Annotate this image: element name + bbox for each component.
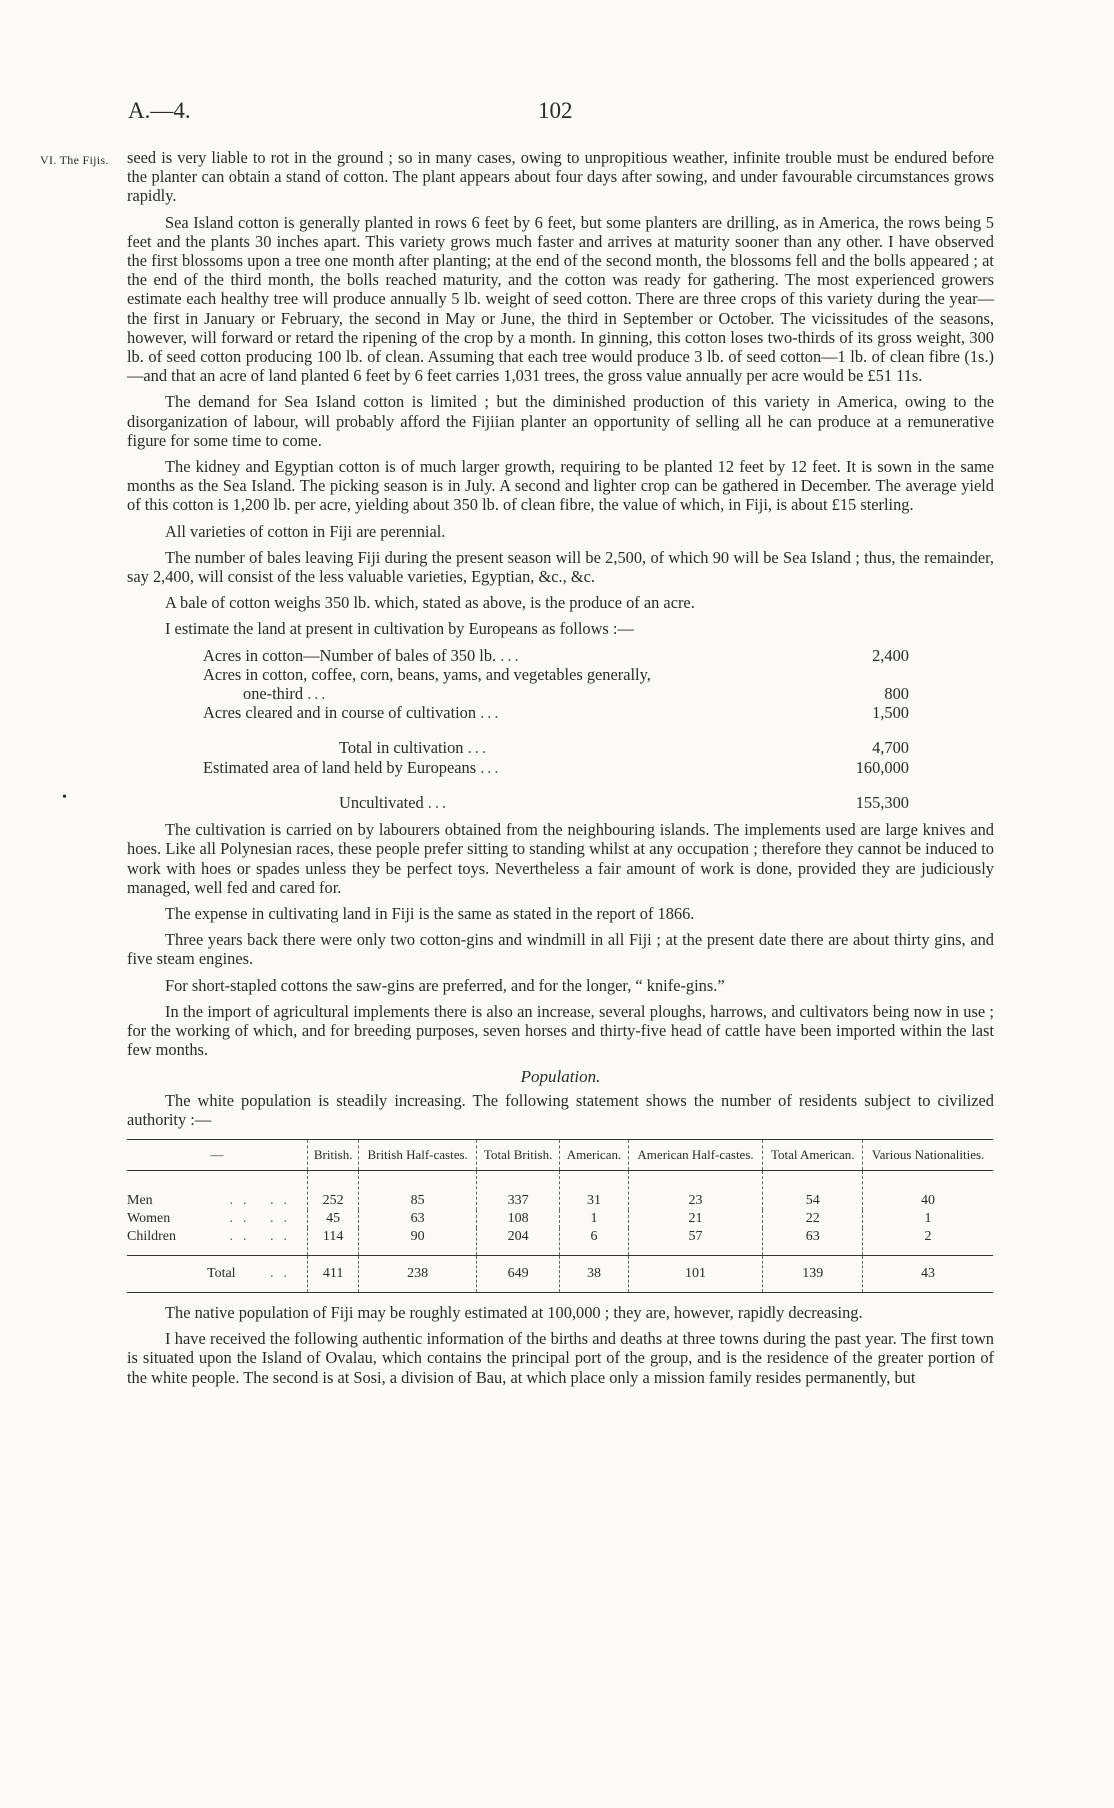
table-cell: 21 [628, 1210, 763, 1228]
table-cell: 63 [763, 1228, 863, 1256]
row-value: 155,300 [855, 792, 909, 812]
table-row [127, 1170, 993, 1210]
table-cell: 238 [359, 1255, 477, 1292]
paragraph: All varieties of cotton in Fiji are perennial. [165, 521, 446, 541]
table-cell: 101 [628, 1255, 763, 1292]
table-cell: 114 [308, 1228, 359, 1256]
paragraph: The demand for Sea Island cotton is limited ; but the diminished production of this variety in America, owing to the disorganization of labour, will probably afford the Fijiian planter an opportunity of selling all he can produce at a remunerative figure for some time to come. [127, 392, 994, 450]
table-header-row [127, 1139, 993, 1170]
population-table [127, 1139, 993, 1293]
row-label: Children .. .. [127, 1228, 297, 1244]
table-cell: 40 [863, 1170, 993, 1210]
table-cell: 252 [308, 1170, 359, 1210]
land-cultivation-table [203, 646, 909, 812]
table-cell: 139 [763, 1255, 863, 1292]
table-cell: 23 [628, 1170, 763, 1210]
table-cell: 63 [359, 1210, 477, 1228]
paragraph: For short-stapled cottons the saw-gins are preferred, and for the longer, “ knife-gins.” [165, 975, 725, 995]
table-cell: 337 [476, 1170, 559, 1210]
table-cell: 54 [763, 1170, 863, 1210]
document-reference: A.—4. [128, 98, 191, 123]
table-cell: 31 [560, 1170, 628, 1210]
paragraph: I estimate the land at present in cultivation by Europeans as follows :— [165, 619, 634, 639]
table-cell: 1 [560, 1210, 628, 1228]
column-header: American. [560, 1139, 628, 1170]
row-label: Uncultivated ... [339, 792, 450, 812]
column-header: Total British. [476, 1139, 559, 1170]
paragraph: The number of bales leaving Fiji during the present season will be 2,500, of which 90 will be Sea Island ; thus, the remainder, say 2,400, will consist of the less valuable varieties, Egyptian, &c., &c. [127, 547, 994, 587]
paragraph: The cultivation is carried on by labourers obtained from the neighbouring islands. The implements used are large knives and hoes. Like all Polynesian races, these people prefer sitting to standing whilst at any occupation ; therefore they cannot be induced to work with hoes or spades unless they be perfect toys. Nevertheless a fair amount of work is done, provided they are judiciously managed, well fed and cared for. [127, 820, 994, 897]
table-cell: 57 [628, 1228, 763, 1256]
table-row [203, 722, 909, 757]
table-cell: 649 [476, 1255, 559, 1292]
column-header: British. [308, 1139, 359, 1170]
row-label: Acres in cotton—Number of bales of 350 lb. ... [203, 645, 522, 665]
column-header: American Half-castes. [628, 1139, 763, 1170]
paragraph: Sea Island cotton is generally planted in rows 6 feet by 6 feet, but some planters are drilling, as in America, the rows being 5 feet and the plants 30 inches apart. This variety grows much faster and arrives at maturity sooner than any other. I have observed the first blossoms upon a tree one month after planting; at the end of the second month, the blossoms fell and the bolls appeared ; at the end of the third month, the bolls reached maturity, and the cotton was ready for gathering. The most experienced growers estimate each healthy tree will produce annually 5 lb. weight of seed cotton. There are three crops of this variety during the year—the first in January or February, the second in May or June, the third in September or October. The vicissitudes of the seasons, however, will forward or retard the ripening of the crop by a month. In ginning, this cotton loses two-thirds of its gross weight, 300 lb. of seed cotton producing 100 lb. of clean. Assuming that each tree would produce 3 lb. of seed cotton—1 lb. of clean fibre (1s.)—and that an acre of land planted 6 feet by 6 feet carries 1,031 trees, the gross value annually per acre would be £51 11s. [127, 212, 994, 386]
margin-mark: • [62, 790, 67, 805]
row-value: 1,500 [872, 703, 909, 723]
table-cell: 38 [560, 1255, 628, 1292]
body-text [127, 148, 994, 1394]
table-row [203, 684, 909, 703]
table-cell: 411 [308, 1255, 359, 1292]
section-heading: Population. [520, 1067, 601, 1087]
row-label: Men .. .. [127, 1192, 297, 1208]
paragraph: The white population is steadily increasing. The following statement shows the number of residents subject to civilized authority :— [127, 1090, 994, 1129]
row-label: one-third ... [243, 684, 329, 704]
row-value: 2,400 [872, 645, 909, 665]
table-cell: 204 [476, 1228, 559, 1256]
row-label: Total .. [127, 1255, 308, 1292]
paragraph: The native population of Fiji may be roughly estimated at 100,000 ; they are, however, rapidly decreasing. [165, 1302, 863, 1322]
paragraph: Three years back there were only two cotton-gins and windmill in all Fiji ; at the present date there are about thirty gins, and five steam engines. [127, 930, 994, 969]
table-row [203, 665, 909, 684]
paragraph: I have received the following authentic information of the births and deaths at three towns during the past year. The first town is situated upon the Island of Ovalau, which contains the principal port of the group, and is the residence of the greater portion of the white people. The second is at Sosi, a division of Bau, at which place only a mission family resides permanently, but [127, 1329, 994, 1387]
row-label: Acres cleared and in course of cultivation ... [203, 703, 502, 723]
table-cell: 108 [476, 1210, 559, 1228]
row-value: 160,000 [855, 757, 909, 777]
table-row [203, 777, 909, 812]
table-cell: 45 [308, 1210, 359, 1228]
row-label: Women .. .. [127, 1210, 297, 1226]
column-header: British Half-castes. [359, 1139, 477, 1170]
page-number: 102 [538, 98, 573, 123]
paragraph: seed is very liable to rot in the ground ; so in many cases, owing to unpropitious weather, infinite trouble must be endured before the planter can obtain a stand of cotton. The plant appears about four days after sowing, and under favourable circumstances grows rapidly. [127, 148, 994, 206]
row-label: Acres in cotton, coffee, corn, beans, yams, and vegetables generally, [203, 664, 651, 684]
row-value: 800 [884, 684, 909, 704]
table-row [203, 646, 909, 665]
row-label: Estimated area of land held by Europeans ... [203, 757, 502, 777]
table-row [203, 758, 909, 777]
table-cell: 90 [359, 1228, 477, 1256]
table-row [127, 1210, 993, 1228]
table-cell: 1 [863, 1210, 993, 1228]
paragraph: The expense in cultivating land in Fiji is the same as stated in the report of 1866. [165, 903, 695, 923]
table-cell: 2 [863, 1228, 993, 1256]
paragraph: In the import of agricultural implements there is also an increase, several ploughs, harrows, and cultivators being now in use ; for the working of which, and for breeding purposes, seven horses and thirty-five head of cattle have been imported within the last few months. [127, 1001, 994, 1060]
table-row [203, 703, 909, 722]
table-cell: 6 [560, 1228, 628, 1256]
row-label: Total in cultivation ... [339, 738, 489, 758]
table-cell: 22 [763, 1210, 863, 1228]
margin-section-note: VI. The Fijis. [40, 153, 109, 167]
table-row [127, 1228, 993, 1256]
table-cell: 85 [359, 1170, 477, 1210]
paragraph: A bale of cotton weighs 350 lb. which, stated as above, is the produce of an acre. [165, 593, 695, 613]
paragraph: The kidney and Egyptian cotton is of much larger growth, requiring to be planted 12 feet by 12 feet. It is sown in the same months as the Sea Island. The picking season is in July. A second and lighter crop can be gathered in December. The average yield of this cotton is 1,200 lb. per acre, yielding about 350 lb. of clean fibre, the value of which, in Fiji, is about £15 sterling. [127, 457, 994, 515]
table-total-row [127, 1255, 993, 1292]
table-cell: 43 [863, 1255, 993, 1292]
row-value: 4,700 [872, 738, 909, 758]
column-header: — [127, 1139, 308, 1170]
column-header: Total American. [763, 1139, 863, 1170]
column-header: Various Nationalities. [863, 1139, 993, 1170]
